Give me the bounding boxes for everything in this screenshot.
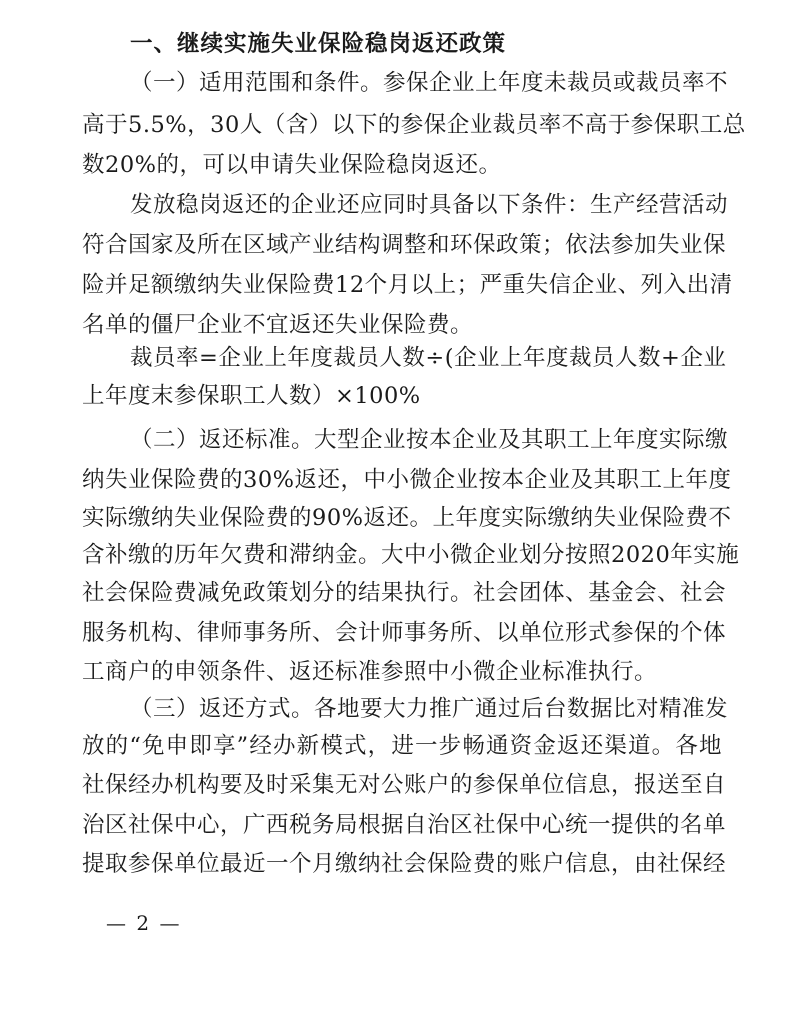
paragraph-line: （三）返还方式。各地要大力推广通过后台数据比对精准发 (130, 696, 729, 722)
paragraph-line: （一）适用范围和条件。参保企业上年度未裁员或裁员率不 (130, 70, 729, 96)
paragraph-line: 险并足额缴纳失业保险费12个月以上；严重失信企业、列入出清 (82, 272, 733, 298)
formula-line: 上年度末参保职工人数）×100% (82, 383, 421, 409)
paragraph-line: 符合国家及所在区域产业结构调整和环保政策；依法参加失业保 (82, 232, 727, 258)
paragraph-line: （二）返还标准。大型企业按本企业及其职工上年度实际缴 (130, 427, 729, 453)
paragraph-line: 社会保险费减免政策划分的结果执行。社会团体、基金会、社会 (82, 580, 727, 606)
paragraph-line: 名单的僵尸企业不宜返还失业保险费。 (82, 312, 474, 338)
paragraph-line: 社保经办机构要及时采集无对公账户的参保单位信息，报送至自 (82, 772, 727, 798)
paragraph-line: 发放稳岗返还的企业还应同时具备以下条件：生产经营活动 (130, 192, 729, 218)
paragraph-line: 提取参保单位最近一个月缴纳社会保险费的账户信息，由社保经 (82, 851, 727, 877)
paragraph-line: 服务机构、律师事务所、会计师事务所、以单位形式参保的个体 (82, 620, 727, 646)
section-heading: 一、继续实施失业保险稳岗返还政策 (130, 31, 507, 57)
page-number: — 2 — (106, 911, 182, 935)
paragraph-line: 实际缴纳失业保险费的90%返还。上年度实际缴纳失业保险费不 (82, 505, 732, 531)
paragraph-line: 数20%的，可以申请失业保险稳岗返还。 (82, 152, 502, 178)
formula-line: 裁员率=企业上年度裁员人数÷(企业上年度裁员人数+企业 (130, 345, 727, 371)
paragraph-line: 含补缴的历年欠费和滞纳金。大中小微企业划分按照2020年实施 (82, 542, 740, 568)
paragraph-line: 高于5.5%，30人（含）以下的参保企业裁员率不高于参保职工总 (82, 112, 746, 138)
paragraph-line: 治区社保中心，广西税务局根据自治区社保中心统一提供的名单 (82, 812, 727, 838)
paragraph-line: 工商户的申领条件、返还标准参照中小微企业标准执行。 (82, 659, 658, 685)
paragraph-line: 纳失业保险费的30%返还，中小微企业按本企业及其职工上年度 (82, 467, 732, 493)
paragraph-line: 放的“免申即享”经办新模式，进一步畅通资金返还渠道。各地 (82, 733, 722, 759)
